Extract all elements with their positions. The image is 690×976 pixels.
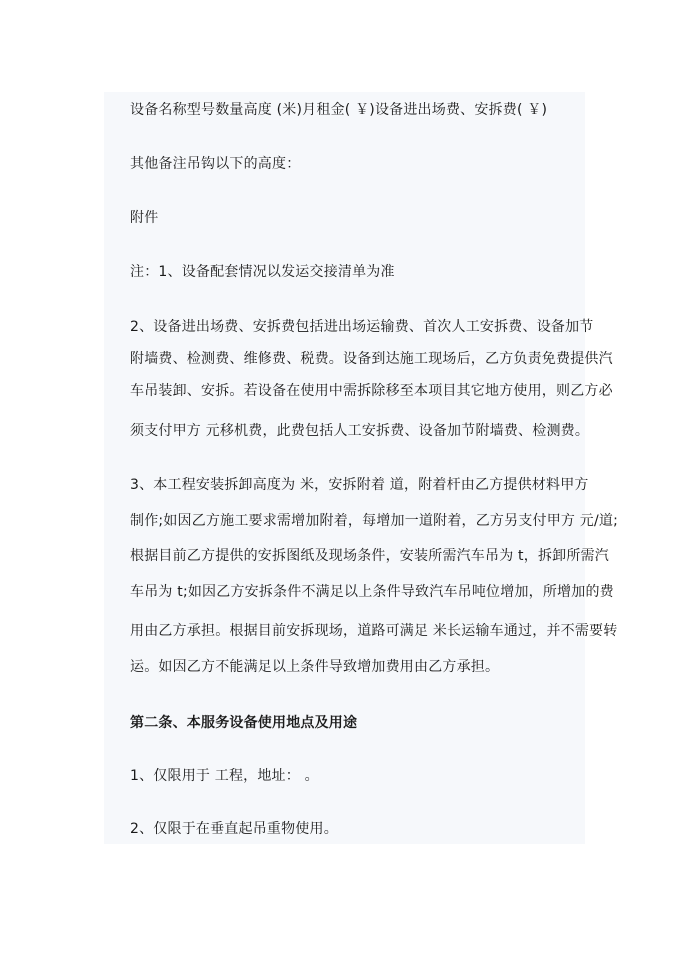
clause-3-line-1: 3、本工程安装拆卸高度为 米，安拆附着 道，附着杆由乙方提供材料甲方 [130, 477, 589, 493]
clause-2-line-4: 须支付甲方 元移机费，此费包括人工安拆费、设备加节附墙费、检测费。 [130, 423, 590, 439]
usage-item-1: 1、仅限用于 工程，地址： 。 [130, 768, 319, 784]
clause-3-line-2: 制作;如因乙方施工要求需增加附着，每增加一道附着，乙方另支付甲方 元/道; [130, 513, 618, 529]
section-heading: 第二条、本服务设备使用地点及用途 [130, 715, 358, 731]
clause-3-line-5: 用由乙方承担。根据目前安拆现场，道路可满足 米长运输车通过，并不需要转 [130, 623, 618, 639]
remarks-line: 其他备注吊钩以下的高度： [130, 156, 301, 172]
equipment-table-header-line: 设备名称型号数量高度 (米)月租金( ￥)设备进出场费、安拆费( ￥) [130, 102, 548, 118]
clause-3-line-4: 车吊为 t;如因乙方安拆条件不满足以上条件导致汽车吊吨位增加，所增加的费 [130, 584, 614, 600]
clause-3-line-3: 根据目前乙方提供的安拆图纸及现场条件，安装所需汽车吊为 t，拆卸所需汽 [130, 548, 609, 564]
clause-2-line-1: 2、设备进出场费、安拆费包括进出场运输费、首次人工安拆费、设备加节 [130, 319, 594, 335]
clause-2-line-2: 附墙费、检测费、维修费、税费。设备到达施工现场后，乙方负责免费提供汽 [130, 351, 613, 367]
note-line: 注：1、设备配套情况以发运交接清单为准 [130, 264, 395, 280]
usage-item-2: 2、仅限于在垂直起吊重物使用。 [130, 821, 338, 837]
attachment-line: 附件 [130, 210, 159, 226]
clause-3-line-6: 运。如因乙方不能满足以上条件导致增加费用由乙方承担。 [130, 659, 500, 675]
clause-2-line-3: 车吊装卸、安拆。若设备在使用中需拆除移至本项目其它地方使用，则乙方必 [130, 383, 613, 399]
